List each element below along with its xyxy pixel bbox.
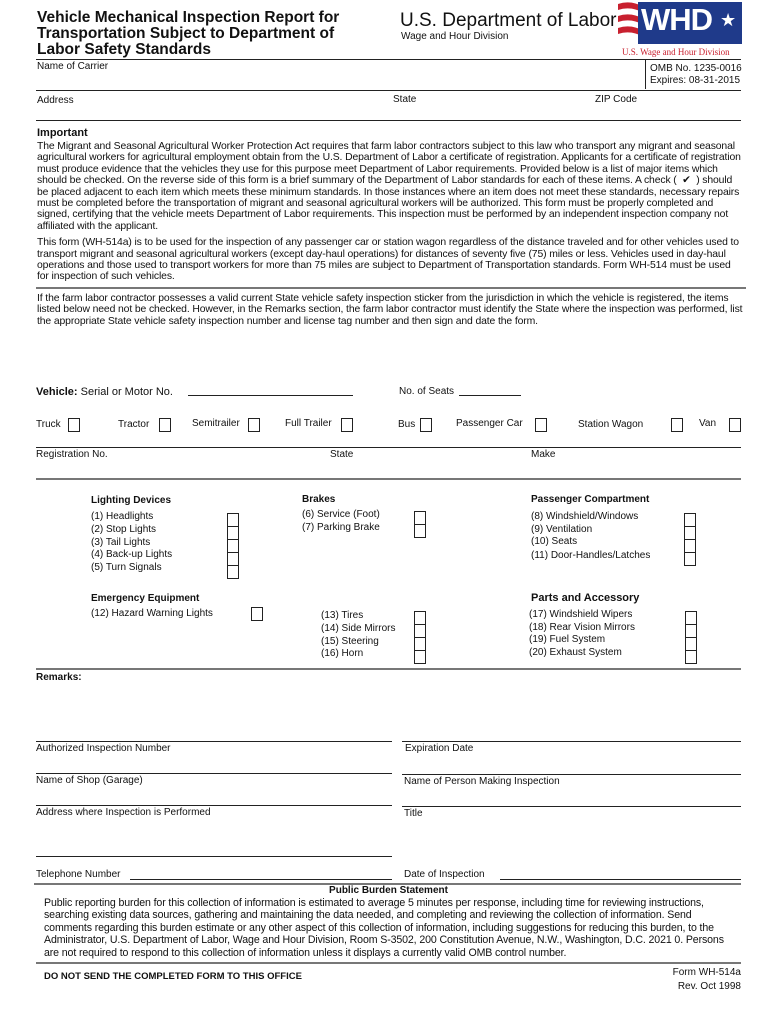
service-brake-checkbox[interactable] <box>414 511 426 525</box>
parts-items: (17) Windshield Wipers (18) Rear Vision Mirrors (19) Fuel System (20) Exhaust System <box>529 609 635 658</box>
wipers-checkbox[interactable] <box>685 611 697 625</box>
divider <box>36 90 741 91</box>
divider <box>402 806 741 807</box>
backup-lights-checkbox[interactable] <box>227 552 239 566</box>
star-icon: ★ <box>720 10 737 30</box>
type-station-wagon-label: Station Wagon <box>578 419 644 430</box>
stop-lights-checkbox[interactable] <box>227 526 239 540</box>
divider <box>36 120 741 121</box>
vehicle-serial-row: Vehicle: Serial or Motor No. <box>36 386 173 398</box>
shop-name-label: Name of Shop (Garage) <box>36 775 143 786</box>
seats-field[interactable] <box>459 395 521 396</box>
divider <box>645 59 646 89</box>
turn-signals-checkbox[interactable] <box>227 565 239 579</box>
emergency-item: (12) Hazard Warning Lights <box>91 608 213 619</box>
divider <box>36 773 392 774</box>
form-info <box>673 966 741 994</box>
passenger-items: (8) Windshield/Windows (9) Ventilation (10) Seats (11) Door-Handles/Latches <box>531 511 651 561</box>
whd-logo <box>616 0 742 58</box>
divider <box>36 59 741 60</box>
type-van-label: Van <box>699 418 717 429</box>
type-passenger-car-label: Passenger Car <box>456 418 523 429</box>
divider <box>36 805 392 806</box>
address-label: Address <box>37 95 74 106</box>
fuel-system-checkbox[interactable] <box>685 637 697 651</box>
divider <box>36 962 741 964</box>
check-mark-icon: ✔ <box>682 175 691 187</box>
divider <box>36 478 741 480</box>
tires-checkbox[interactable] <box>414 611 426 625</box>
divider <box>36 741 392 742</box>
misc-items: (13) Tires (14) Side Mirrors (15) Steering (16) Horn <box>321 610 396 660</box>
auth-number-label: Authorized Inspection Number <box>36 743 171 754</box>
remarks-label: Remarks: <box>36 672 82 683</box>
type-station-wagon-checkbox[interactable] <box>671 418 683 432</box>
type-bus-label: Bus <box>398 419 416 430</box>
inspection-date-field[interactable] <box>500 879 741 880</box>
divider <box>36 668 741 670</box>
divider <box>36 447 741 448</box>
important-section <box>37 127 745 327</box>
type-full-trailer-label: Full Trailer <box>285 418 332 429</box>
seats-label: No. of Seats <box>399 386 455 397</box>
logo-caption: U.S. Wage and Hour Division <box>622 47 730 57</box>
steering-checkbox[interactable] <box>414 637 426 651</box>
inspector-name-label: Name of Person Making Inspection <box>404 776 560 787</box>
tail-lights-checkbox[interactable] <box>227 539 239 553</box>
type-full-trailer-checkbox[interactable] <box>341 418 353 432</box>
carrier-name-label: Name of Carrier <box>37 61 109 72</box>
telephone-field[interactable] <box>130 879 392 880</box>
registration-label: Registration No. <box>36 449 108 460</box>
exhaust-checkbox[interactable] <box>685 650 697 664</box>
do-not-send-notice: DO NOT SEND THE COMPLETED FORM TO THIS OFFICE <box>44 971 302 983</box>
divider <box>36 856 392 857</box>
type-semitrailer-label: Semitrailer <box>192 418 240 429</box>
footer-row <box>36 966 741 994</box>
emergency-heading: Emergency Equipment <box>91 593 200 604</box>
revision-date: Rev. Oct 1998 <box>677 981 741 993</box>
divider <box>402 741 741 742</box>
shop-address-label: Address where Inspection is Performed <box>36 807 211 818</box>
telephone-label: Telephone Number <box>36 869 121 880</box>
burden-heading: Public Burden Statement <box>329 885 448 896</box>
important-paragraph-1: The Migrant and Seasonal Agricultural Worker Protection Act requires that farm labor contractors subject to this law who transport any migrant and seasonal agricultural workers for agricultural employment obtain from the U.S. Department of Labor a certificate of registration. Applicants for a certificate of registration must produce evidence that the vehicles they use for this purpose meet Department of Labor requirements. Provided below is a list of major items which should be checked. On the reverse side of this form is a brief summary of the Department of Labor standards for each of these items. A check ( ✔ ) should be placed adjacent to each item which meets these minimum standards. In those instances where an item does not meet these standards, necessary repairs must be completed before the transportation of migrant and seasonal agricultural workers will be authorized. This form must be properly completed and signed, certifying that the vehicle meets Department of Labor requirements. This inspection must be performed by an independent inspection company not affiliated with the applicant. <box>37 141 741 232</box>
type-van-checkbox[interactable] <box>729 418 741 432</box>
windshield-checkbox[interactable] <box>684 513 696 527</box>
division-name: Wage and Hour Division <box>401 31 509 42</box>
important-paragraph-2: This form (WH-514a) is to be used for the inspection of any passenger car or station wagon regardless of the distance traveled and for other vehicles used to transport migrant and seasonal agricultural workers (except day-haul operations) for distances of seventy five (75) miles or less. Vehicles used in day-haul operations and those used to transport workers for more than 75 miles are subject to Department of Transportation standards. Form WH-514 must be used for inspection of such vehicles. <box>37 237 739 283</box>
seats-checkbox[interactable] <box>684 539 696 553</box>
headlights-checkbox[interactable] <box>227 513 239 527</box>
passenger-heading: Passenger Compartment <box>531 494 650 505</box>
parking-brake-checkbox[interactable] <box>414 524 426 538</box>
important-heading: Important <box>37 127 88 139</box>
brakes-items: (6) Service (Foot) (7) Parking Brake <box>302 509 380 533</box>
make-label: Make <box>531 449 556 460</box>
burden-section <box>36 885 741 994</box>
type-semitrailer-checkbox[interactable] <box>248 418 260 432</box>
divider <box>402 774 741 775</box>
type-passenger-car-checkbox[interactable] <box>535 418 547 432</box>
form-title: Vehicle Mechanical Inspection Report for Transportation Subject to Department of Labor Safety Standards <box>37 9 340 58</box>
remarks-field[interactable] <box>36 686 741 738</box>
type-tractor-label: Tractor <box>118 419 150 430</box>
inspector-title-label: Title <box>404 808 423 819</box>
type-truck-checkbox[interactable] <box>68 418 80 432</box>
omb-number: OMB No. 1235-0016 <box>650 63 742 74</box>
type-bus-checkbox[interactable] <box>420 418 432 432</box>
lighting-heading: Lighting Devices <box>91 495 172 506</box>
type-tractor-checkbox[interactable] <box>159 418 171 432</box>
lighting-items: (1) Headlights (2) Stop Lights (3) Tail Lights (4) Back-up Lights (5) Turn Signals <box>91 511 173 574</box>
rear-mirrors-checkbox[interactable] <box>685 624 697 638</box>
side-mirrors-checkbox[interactable] <box>414 624 426 638</box>
brakes-heading: Brakes <box>302 494 336 505</box>
form-number: Form WH-514a <box>672 967 741 979</box>
expiration-label: Expiration Date <box>405 743 474 754</box>
parts-heading: Parts and Accessory <box>531 592 640 604</box>
hazard-lights-checkbox[interactable] <box>251 607 263 621</box>
divider <box>36 287 746 289</box>
inspection-date-label: Date of Inspection <box>404 869 485 880</box>
serial-number-field[interactable] <box>188 395 353 396</box>
carrier-state-label: State <box>393 94 417 105</box>
ventilation-checkbox[interactable] <box>684 526 696 540</box>
horn-checkbox[interactable] <box>414 650 426 664</box>
vehicle-state-label: State <box>330 449 354 460</box>
omb-expires: Expires: 08-31-2015 <box>650 75 741 86</box>
door-handles-checkbox[interactable] <box>684 552 696 566</box>
zip-label: ZIP Code <box>595 94 638 105</box>
important-paragraph-3: If the farm labor contractor possesses a valid current State vehicle safety inspection sticker from the jurisdiction in which the vehicle is registered, the items listed below need not be checked. However, in the Remarks section, the farm labor contractor must identify the State where the inspection was performed, list the appropriate State vehicle safety inspection number and license tag number and then sign and date the form. <box>37 292 743 327</box>
logo-text: WHD <box>641 2 713 37</box>
type-truck-label: Truck <box>36 419 61 430</box>
burden-text: Public reporting burden for this collection of information is estimated to average 5 minutes per response, including time for reviewing instructions, searching existing data sources, gathering and maintaining the data needed, and completing and reviewing the collection of information. Send comments regarding this burden estimate or any other aspect of this collection of information, including suggestions for reducing this burden, to the Administrator, U.S. Department of Labor, Wage and Hour Division, Room S-3502, 200 Constitution Avenue, N.W., Washington, D.C. 2021 0. Persons are not required to respond to this collection of information unless it displays a currently valid OMB control number. <box>44 897 724 959</box>
agency-name: U.S. Department of Labor <box>400 10 617 31</box>
